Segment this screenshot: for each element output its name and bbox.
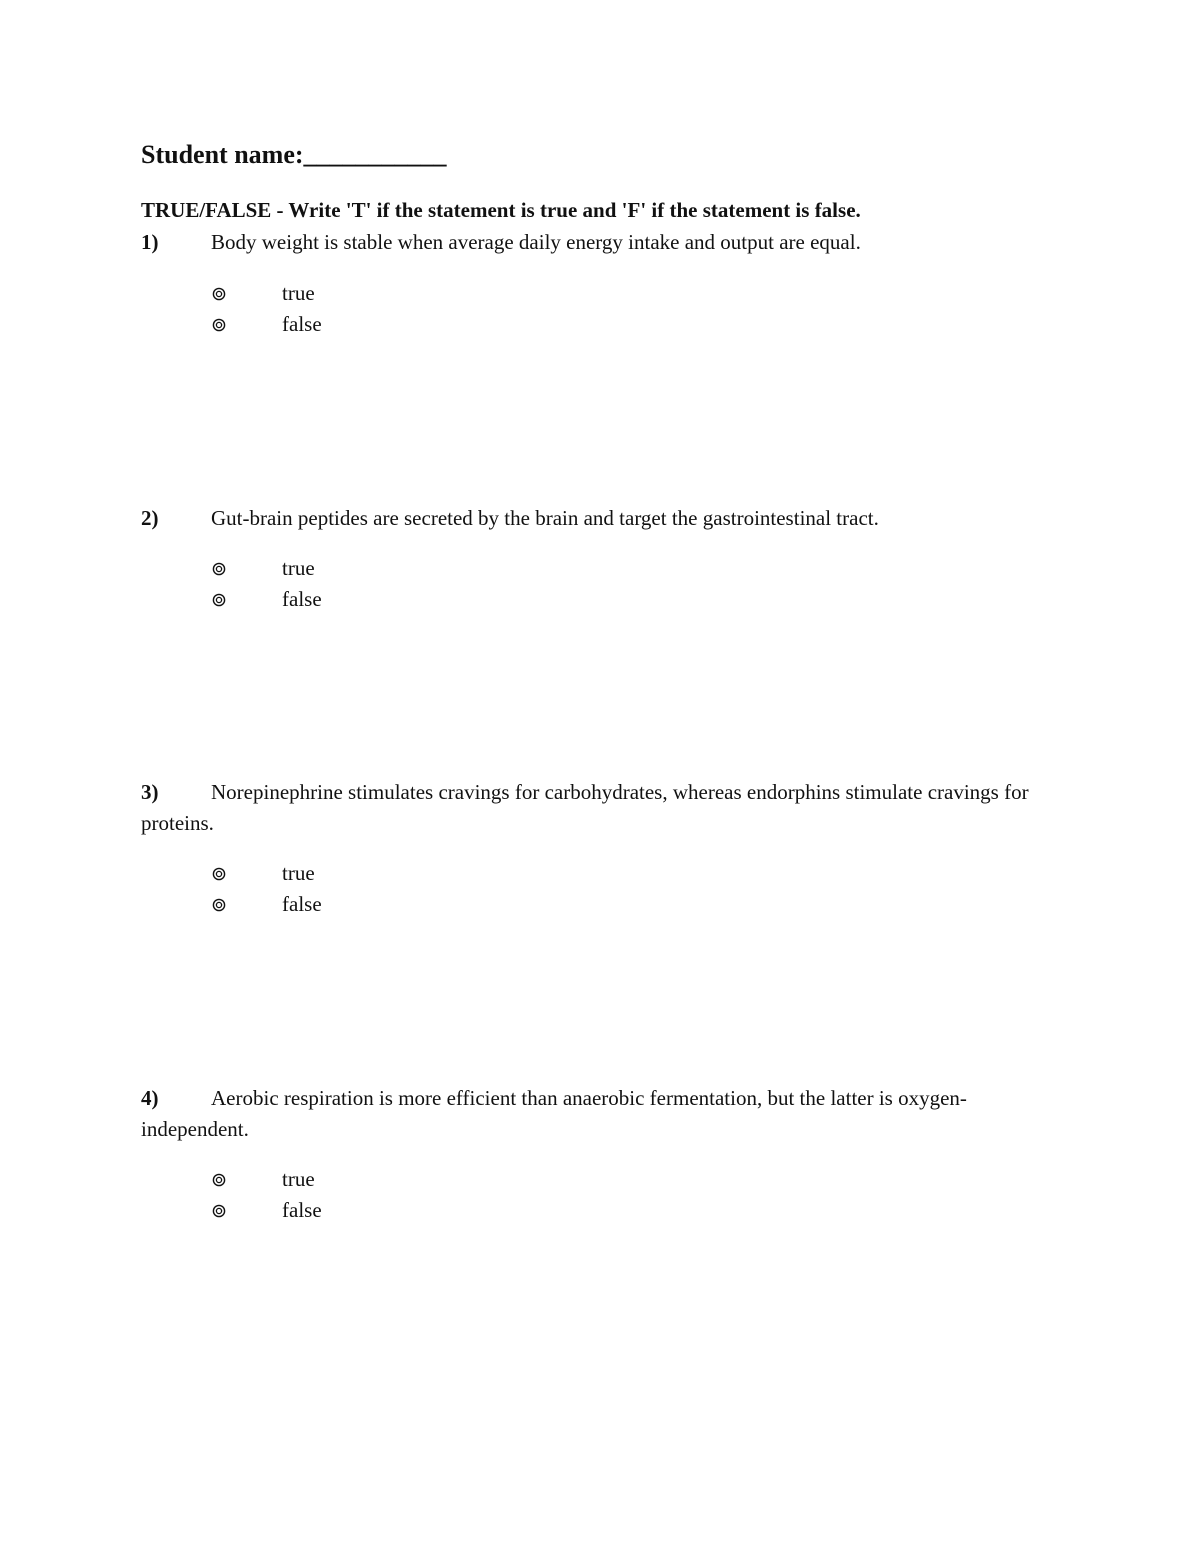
option-false[interactable] [212, 1195, 322, 1226]
option-label: false [282, 312, 322, 336]
question-text: Aerobic respiration is more efficient than anaerobic fermentation, but the latter is oxygen-independent. [141, 1086, 967, 1141]
student-name-line [141, 140, 447, 170]
radio-circle-icon[interactable] [212, 867, 226, 881]
instructions: TRUE/FALSE - Write 'T' if the statement is true and 'F' if the statement is false. [141, 198, 861, 222]
question-number: 1) [141, 230, 159, 254]
radio-circle-icon[interactable] [212, 287, 226, 301]
radio-circle-icon[interactable] [212, 562, 226, 576]
question-2-options [212, 553, 322, 615]
radio-circle-icon[interactable] [212, 593, 226, 607]
option-true[interactable] [212, 553, 315, 584]
question-1 [141, 227, 1071, 258]
radio-circle-icon[interactable] [212, 898, 226, 912]
question-4-options [212, 1164, 322, 1226]
radio-circle-icon[interactable] [212, 1204, 226, 1218]
option-label: false [282, 1198, 322, 1222]
option-false[interactable] [212, 584, 322, 615]
option-label: false [282, 892, 322, 916]
question-3-options [212, 858, 322, 920]
option-label: true [282, 861, 315, 885]
option-false[interactable] [212, 889, 322, 920]
question-2 [141, 503, 1071, 534]
question-number: 4) [141, 1086, 159, 1110]
option-true[interactable] [212, 1164, 315, 1195]
option-true[interactable] [212, 278, 315, 309]
question-text: Gut-brain peptides are secreted by the brain and target the gastrointestinal tract. [211, 506, 879, 530]
option-false[interactable] [212, 309, 322, 340]
radio-circle-icon[interactable] [212, 1173, 226, 1187]
student-name-label: Student name: [141, 140, 304, 169]
option-label: true [282, 556, 315, 580]
student-name-blank: ___________ [303, 140, 447, 169]
option-true[interactable] [212, 858, 315, 889]
question-3 [141, 777, 1071, 839]
question-number: 2) [141, 506, 159, 530]
question-text: Norepinephrine stimulates cravings for carbohydrates, whereas endorphins stimulate cravings for proteins. [141, 780, 1029, 835]
question-1-options [212, 278, 322, 340]
option-label: false [282, 587, 322, 611]
option-label: true [282, 1167, 315, 1191]
radio-circle-icon[interactable] [212, 318, 226, 332]
option-label: true [282, 281, 315, 305]
question-text: Body weight is stable when average daily energy intake and output are equal. [211, 230, 861, 254]
question-4 [141, 1083, 1071, 1145]
question-number: 3) [141, 780, 159, 804]
